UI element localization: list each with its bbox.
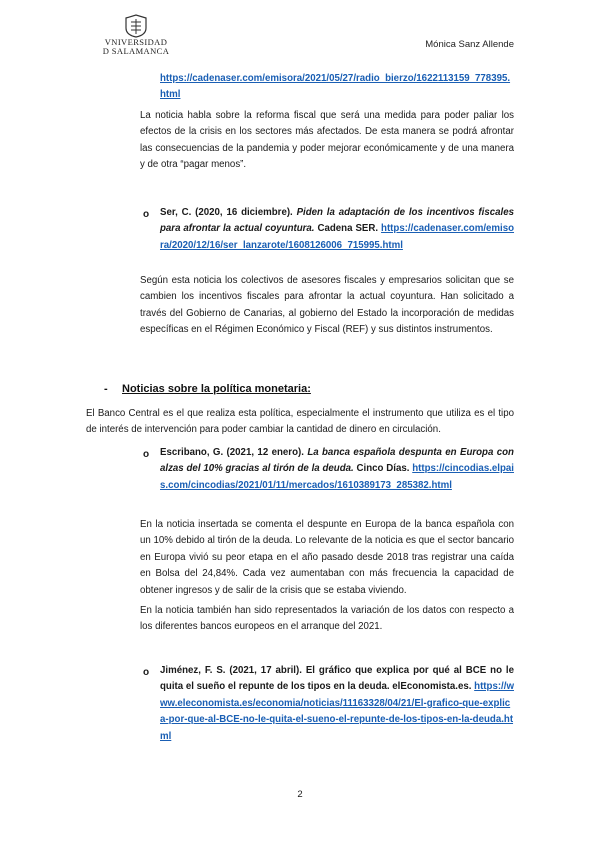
reference-link[interactable]: https://www.eleconomista.es/economia/noticias/11163328/04/21/El-grafico-que-explica-por-que-al-BCE-no-le-quita-el-sueno-el-repunte-de-los-tipos-en-la-deuda.html bbox=[160, 681, 514, 742]
citation-text: Jiménez, F. S. (2021, 17 abril). El gráfico que explica por qué al BCE no le quita el sueño el repunte de los tipos en la deuda. elEconomista.es. bbox=[160, 665, 514, 693]
section-heading bbox=[104, 383, 311, 395]
bullet-marker: o bbox=[143, 667, 150, 678]
reference-citation bbox=[160, 445, 514, 494]
university-crest-icon bbox=[123, 14, 149, 38]
header-author: Mónica Sanz Allende bbox=[425, 39, 514, 50]
citation-title: La banca española despunta en Europa con alzas del 10% gracias al tirón de la deuda. bbox=[160, 447, 514, 475]
page-number: 2 bbox=[297, 789, 303, 800]
citation-author: Ser, C. (2020, 16 diciembre). bbox=[160, 207, 293, 218]
logo-line-2: D SALAMANCA bbox=[102, 46, 170, 56]
reference-citation bbox=[160, 663, 514, 745]
bullet-marker: o bbox=[143, 449, 150, 460]
citation-source: Cinco Días. bbox=[356, 463, 410, 475]
heading-dash: - bbox=[104, 383, 108, 395]
reference-summary: La noticia habla sobre la reforma fiscal que será una medida para poder paliar los efectos de la crisis en los sectores más afectados. De esta manera se podrá afrontar las consecuencias de la pandemia y poder mejorar económicamente y de una manera y de otra “pagar menos”. bbox=[140, 110, 514, 171]
logo-line-1: VNIVERSIDAD bbox=[104, 37, 168, 47]
section-intro: El Banco Central es el que realiza esta política, especialmente el instrumento que utiliza es el tipo de interés de intervención para poder cambiar la cantidad de dinero en circulación. bbox=[86, 408, 514, 436]
reference-link[interactable]: https://cadenaser.com/emisora/2021/05/27/radio_bierzo/1622113159_778395.html bbox=[160, 73, 511, 101]
citation-source: Cadena SER. bbox=[317, 223, 379, 235]
reference-summary-extra: En la noticia también han sido representados la variación de los datos con respecto a los diferentes bancos europeos en el arranque del 2021. bbox=[140, 605, 514, 633]
reference-summary: Según esta noticia los colectivos de asesores fiscales y empresarios solicitan que se cambien los incentivos fiscales para afrontar la actual coyuntura. Han solicitado a través del Gobierno de Canarias, al gobierno del Estado la incorporación de medidas específicas en el Régimen Económico y Fiscal (REF) y sus distintos instrumentos. bbox=[140, 275, 514, 336]
reference-link-block bbox=[160, 71, 514, 104]
university-logo bbox=[96, 14, 176, 56]
reference-link[interactable]: https://cincodias.elpais.com/cincodias/2021/01/11/mercados/1610389173_285382.html bbox=[160, 463, 514, 491]
reference-link[interactable]: https://cadenaser.com/emisora/2020/12/16/ser_lanzarote/1608126006_715995.html bbox=[160, 223, 515, 251]
heading-title: Noticias sobre la política monetaria: bbox=[122, 383, 311, 395]
reference-citation bbox=[160, 205, 514, 254]
citation-title: Piden la adaptación de los incentivos fiscales para afrontar la actual coyuntura. bbox=[160, 207, 514, 235]
citation-author: Escribano, G. (2021, 12 enero). bbox=[160, 447, 304, 458]
bullet-marker: o bbox=[143, 209, 150, 220]
reference-summary: En la noticia insertada se comenta el despunte en Europa de la banca española con un 10% debido al tirón de la deuda. Lo relevante de la noticia es que el sector bancario en Europa vivió su peor etapa en el año pasado desde 2018 tras registrar una caída en Bolsa del 24,84%. Cada vez aumentaban con más frecuencia la capacidad de obtener ingresos y de salir de la crisis que se estaba viviendo. bbox=[140, 519, 514, 596]
